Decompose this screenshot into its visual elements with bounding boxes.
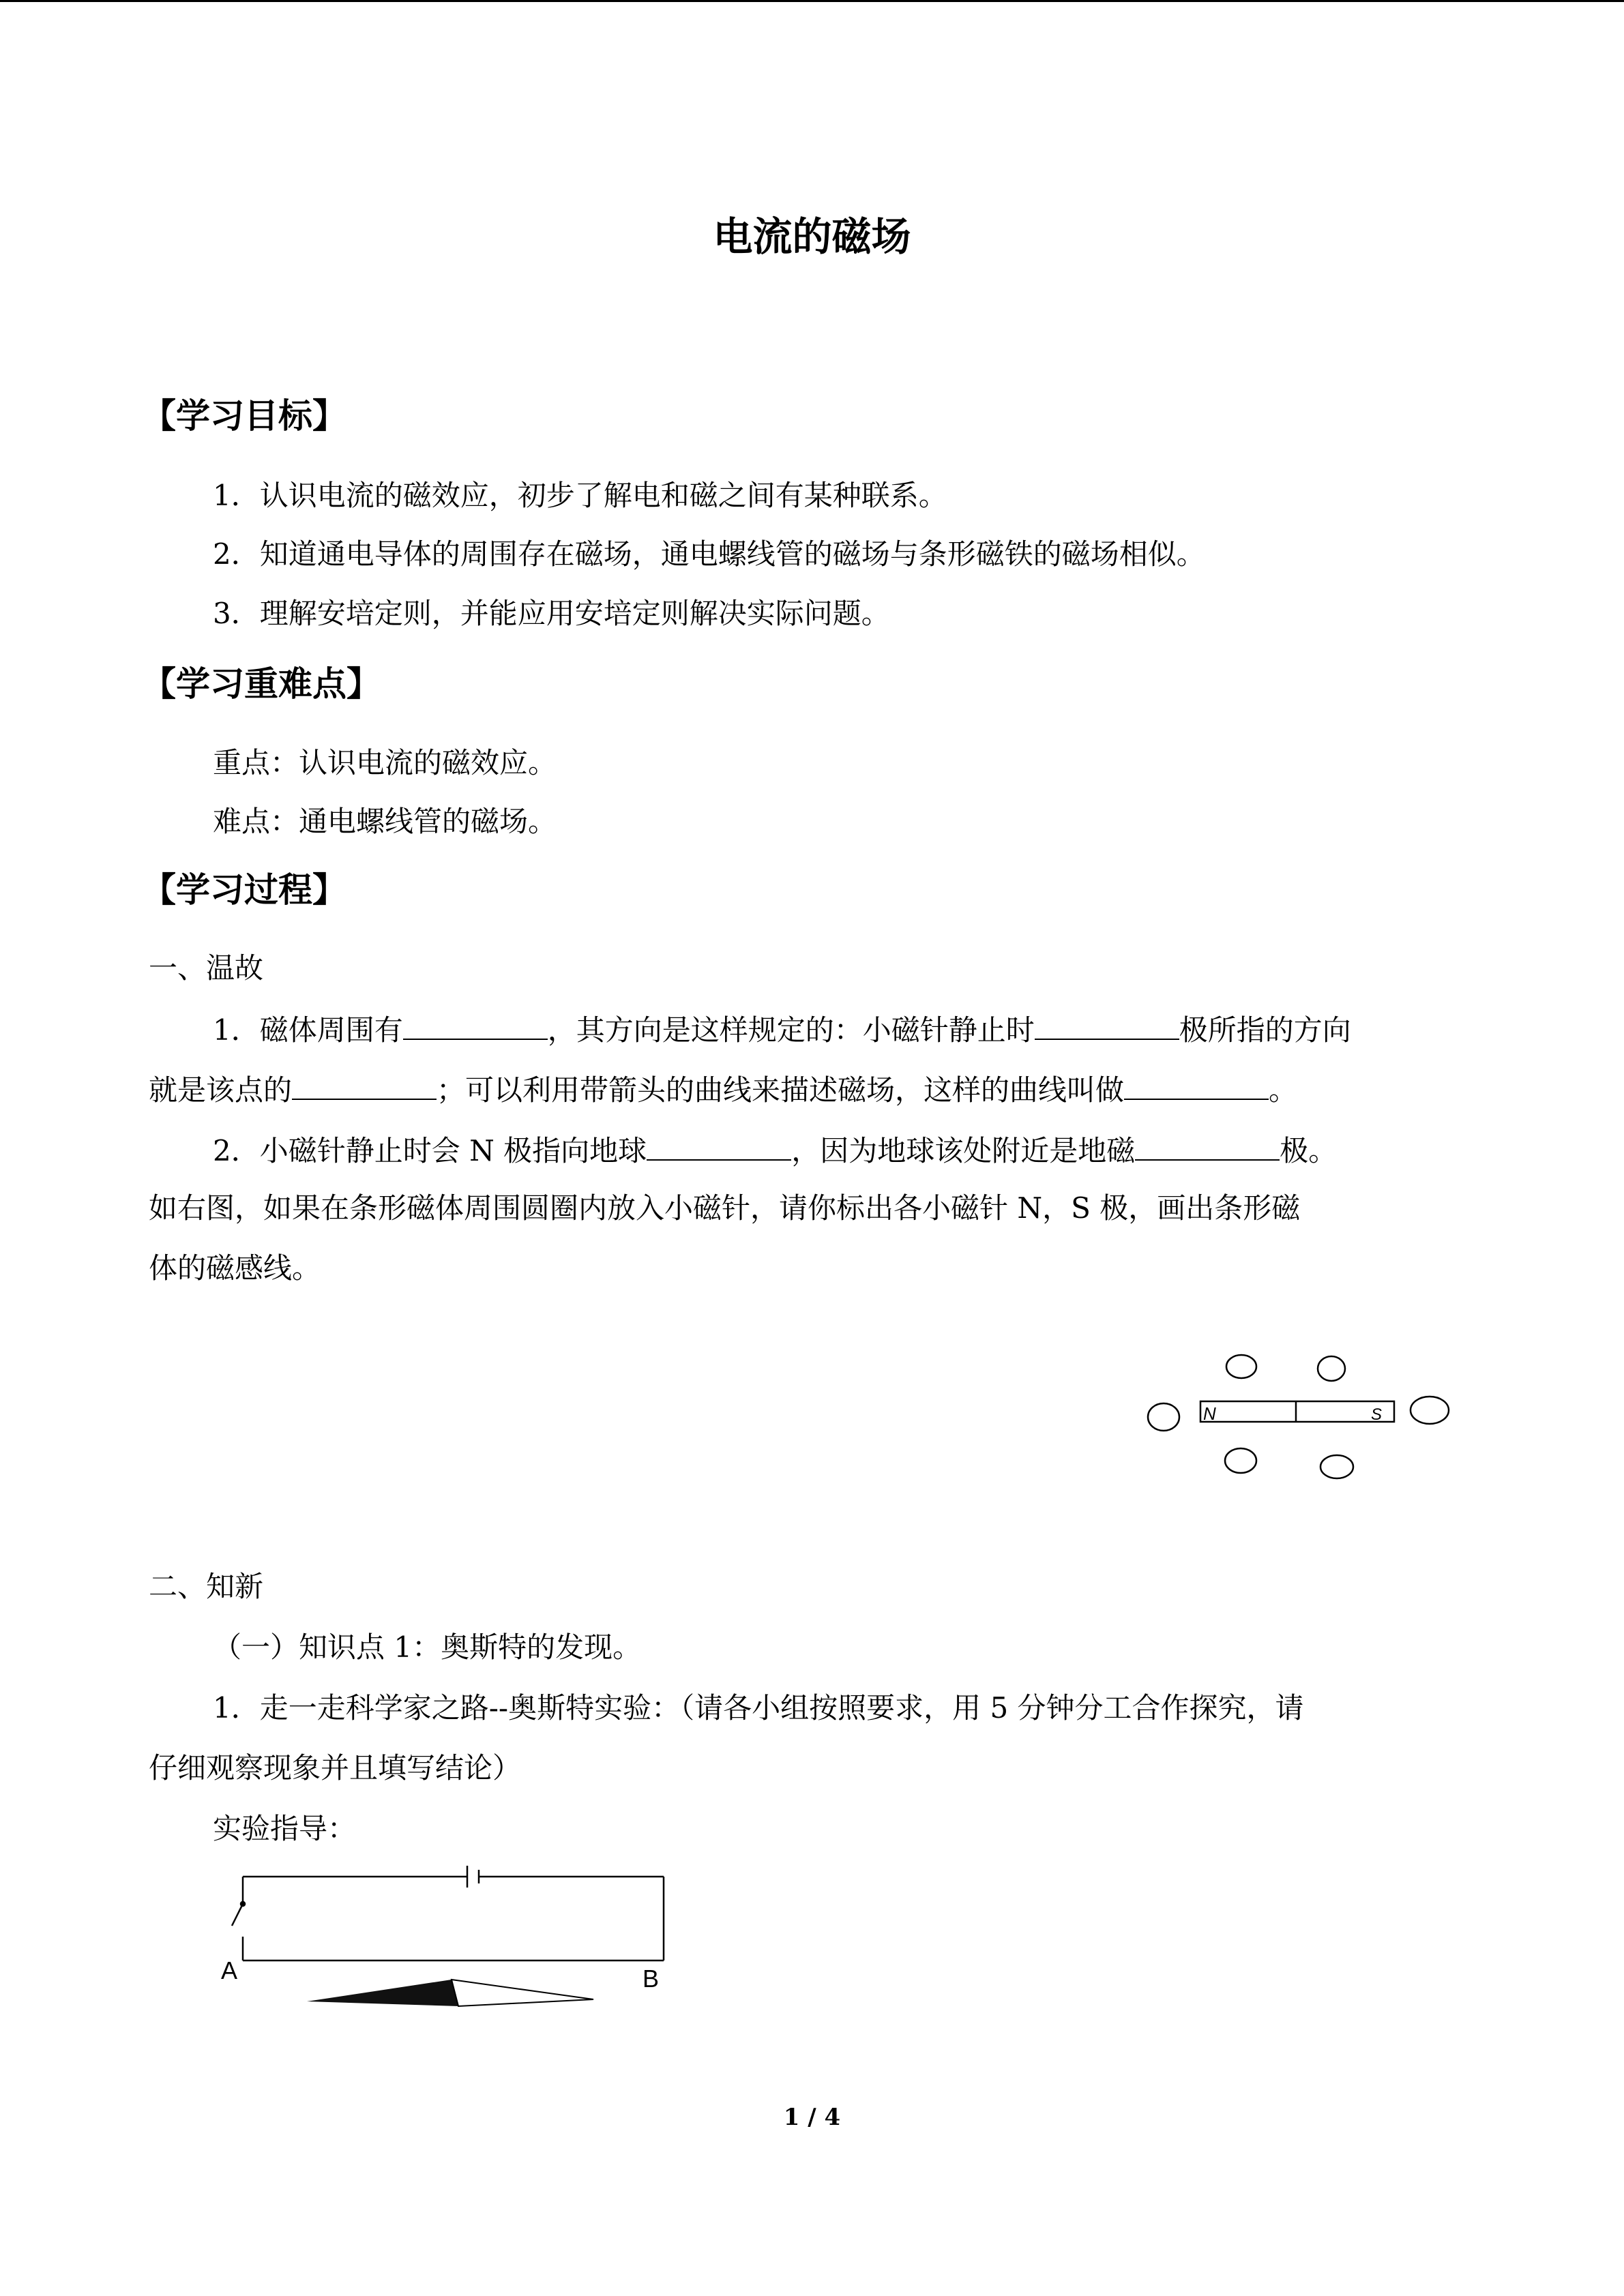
q1-blank-4[interactable] bbox=[1124, 1067, 1269, 1100]
compass-circle-left[interactable] bbox=[1148, 1403, 1179, 1431]
q2-blank-2[interactable] bbox=[1135, 1128, 1280, 1161]
q1-blank-3[interactable] bbox=[292, 1067, 437, 1100]
review-question-1-line-2 bbox=[149, 1067, 1297, 1111]
difficult-point: 难点：通电螺线管的磁场。 bbox=[213, 805, 557, 838]
bar-magnet bbox=[1200, 1401, 1394, 1422]
experiment-line-2: 仔细观察现象并且填写结论） bbox=[149, 1751, 522, 1785]
circuit-label-a: A bbox=[221, 1956, 238, 1984]
goal-item-3: 3．理解安培定则，并能应用安培定则解决实际问题。 bbox=[213, 597, 890, 630]
goal-item-1: 1．认识电流的磁效应，初步了解电和磁之间有某种联系。 bbox=[213, 479, 947, 512]
q1-text-a: 1．磁体周围有 bbox=[213, 1013, 403, 1047]
heading-key-difficulties: 【学习重难点】 bbox=[142, 664, 381, 704]
compass-needle-dark-half bbox=[307, 1980, 458, 2006]
compass-circle-top-left[interactable] bbox=[1226, 1355, 1256, 1378]
q1-text-e: ；可以利用带箭头的曲线来描述磁场，这样的曲线叫做 bbox=[437, 1073, 1125, 1107]
heading-learning-goals: 【学习目标】 bbox=[142, 396, 346, 436]
page-number: 1 / 4 bbox=[783, 2104, 841, 2131]
review-label: 一、温故 bbox=[149, 951, 264, 985]
magnet-s-label: S bbox=[1371, 1405, 1383, 1424]
review-question-2-line-1 bbox=[213, 1128, 1337, 1172]
key-point: 重点：认识电流的磁效应。 bbox=[213, 746, 557, 779]
magnet-n-label: N bbox=[1203, 1403, 1216, 1424]
review-question-1-line-1 bbox=[213, 1007, 1351, 1051]
circuit-label-b: B bbox=[643, 1965, 660, 1993]
compass-needle-light-half bbox=[452, 1980, 593, 2006]
q2-text-c: 极。 bbox=[1280, 1134, 1338, 1167]
q1-text-f: 。 bbox=[1269, 1073, 1298, 1107]
page-top-border bbox=[0, 0, 1624, 2]
switch-lever[interactable] bbox=[232, 1904, 243, 1926]
page-title: 电流的磁场 bbox=[713, 213, 911, 260]
compass-circle-top-right[interactable] bbox=[1318, 1356, 1345, 1381]
goal-item-2: 2．知道通电导体的周围存在磁场，通电螺线管的磁场与条形磁铁的磁场相似。 bbox=[213, 537, 1205, 571]
q2-text-a: 2．小磁针静止时会 N 极指向地球 bbox=[213, 1134, 647, 1167]
compass-circle-bottom-right[interactable] bbox=[1320, 1455, 1353, 1478]
bar-magnet-figure bbox=[1132, 1337, 1460, 1493]
experiment-line-1: 1．走一走科学家之路--奥斯特实验：（请各小组按照要求，用 5 分钟分工合作探究，请 bbox=[213, 1691, 1304, 1725]
compass-circle-right[interactable] bbox=[1411, 1397, 1449, 1424]
q1-blank-1[interactable] bbox=[403, 1007, 548, 1040]
knowledge-point-1: （一）知识点 1：奥斯特的发现。 bbox=[213, 1630, 642, 1664]
q1-blank-2[interactable] bbox=[1035, 1007, 1179, 1040]
new-knowledge-label: 二、知新 bbox=[149, 1570, 264, 1603]
compass-circle-bottom-left[interactable] bbox=[1225, 1448, 1256, 1473]
q2-text-b: ，因为地球该处附近是地磁 bbox=[791, 1134, 1136, 1167]
q1-text-c: 极所指的方向 bbox=[1179, 1013, 1351, 1047]
experiment-guide-label: 实验指导： bbox=[213, 1812, 357, 1845]
heading-learning-process: 【学习过程】 bbox=[142, 870, 346, 910]
q2-blank-1[interactable] bbox=[647, 1128, 791, 1161]
review-question-2-line-2: 如右图，如果在条形磁体周围圆圈内放入小磁针，请你标出各小磁针 N，S 极，画出条形磁 bbox=[149, 1191, 1301, 1225]
q1-text-d: 就是该点的 bbox=[149, 1073, 293, 1107]
q1-text-b: ，其方向是这样规定的：小磁针静止时 bbox=[547, 1013, 1035, 1047]
review-question-2-line-3: 体的磁感线。 bbox=[149, 1251, 321, 1285]
oersted-circuit-figure bbox=[211, 1855, 689, 2032]
